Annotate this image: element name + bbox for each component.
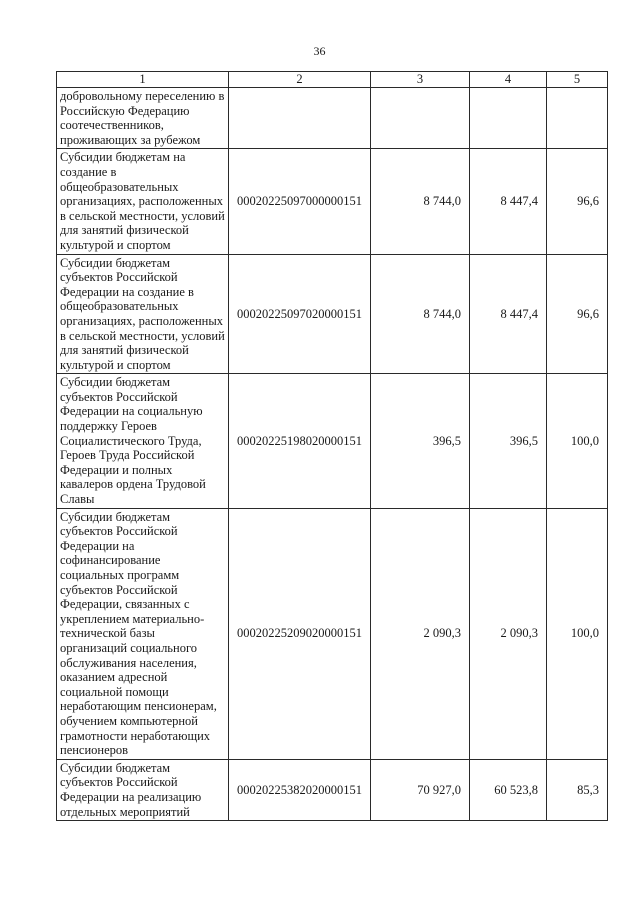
row-planned-amount — [371, 88, 470, 149]
row-description: Субсидии бюджетам субъектов Российской Федерации на социальную поддержку Героев Социалистического Труда, Героев Труда Российской Федерации и полных кавалеров ордена Трудовой Славы — [57, 374, 229, 508]
row-description: Субсидии бюджетам субъектов Российской Федерации на создание в общеобразовательных организациях, расположенных в сельской местности, условий для занятий физической культурой и спортом — [57, 254, 229, 374]
row-description: Субсидии бюджетам субъектов Российской Федерации на софинансирование социальных программ субъектов Российской Федерации, связанных с укреплением материально-технической базы организаций социального обслуживания населения, оказанием адресной социальной помощи неработающим пенсионерам, обучением компьютерной грамотности неработающих пенсионеров — [57, 508, 229, 759]
row-executed-amount: 60 523,8 — [470, 759, 547, 820]
column-number-row — [57, 72, 608, 88]
row-description: Субсидии бюджетам субъектов Российской Федерации на реализацию отдельных мероприятий — [57, 759, 229, 820]
row-percent: 96,6 — [547, 254, 608, 374]
row-description: Субсидии бюджетам на создание в общеобразовательных организациях, расположенных в сельской местности, условий для занятий физической культурой и спортом — [57, 149, 229, 254]
row-budget-code — [229, 88, 371, 149]
row-planned-amount: 8 744,0 — [371, 254, 470, 374]
row-planned-amount: 8 744,0 — [371, 149, 470, 254]
row-executed-amount: 2 090,3 — [470, 508, 547, 759]
row-planned-amount: 2 090,3 — [371, 508, 470, 759]
table-row — [57, 508, 608, 759]
page-number: 36 — [313, 44, 326, 58]
table-row — [57, 759, 608, 820]
column-header-3: 3 — [371, 72, 470, 88]
column-header-5: 5 — [547, 72, 608, 88]
column-header-2: 2 — [229, 72, 371, 88]
row-budget-code: 00020225198020000151 — [229, 374, 371, 508]
row-percent: 85,3 — [547, 759, 608, 820]
row-budget-code: 00020225097000000151 — [229, 149, 371, 254]
row-executed-amount: 8 447,4 — [470, 254, 547, 374]
table-row — [57, 149, 608, 254]
table-row — [57, 88, 608, 149]
table-row — [57, 374, 608, 508]
row-percent: 100,0 — [547, 508, 608, 759]
row-executed-amount: 396,5 — [470, 374, 547, 508]
row-budget-code: 00020225382020000151 — [229, 759, 371, 820]
row-executed-amount: 8 447,4 — [470, 149, 547, 254]
row-budget-code: 00020225209020000151 — [229, 508, 371, 759]
row-planned-amount: 396,5 — [371, 374, 470, 508]
row-budget-code: 00020225097020000151 — [229, 254, 371, 374]
row-planned-amount: 70 927,0 — [371, 759, 470, 820]
row-percent: 96,6 — [547, 149, 608, 254]
row-description: добровольному переселению в Российскую Федерацию соотечественников, проживающих за рубежом — [57, 88, 229, 149]
row-percent — [547, 88, 608, 149]
column-header-4: 4 — [470, 72, 547, 88]
table-row — [57, 254, 608, 374]
row-percent: 100,0 — [547, 374, 608, 508]
budget-table — [56, 71, 608, 821]
row-executed-amount — [470, 88, 547, 149]
column-header-1: 1 — [57, 72, 229, 88]
